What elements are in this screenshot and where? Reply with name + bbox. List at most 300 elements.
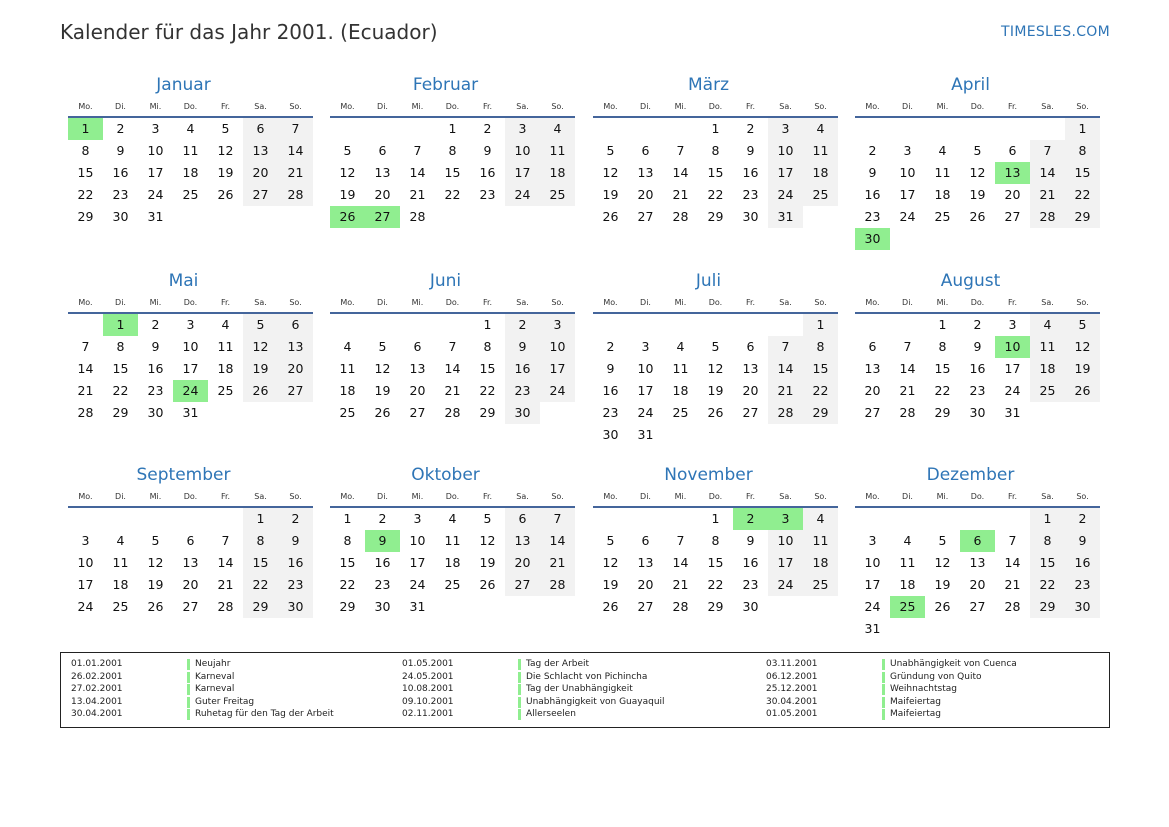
holiday-entry bbox=[766, 683, 1086, 696]
weekday-label: So. bbox=[551, 492, 564, 501]
day-cell: 19 bbox=[479, 555, 496, 570]
day-cell: 10 bbox=[637, 361, 654, 376]
day-cell: 21 bbox=[444, 383, 461, 398]
day-cell: 12 bbox=[339, 165, 356, 180]
day-cell: 4 bbox=[448, 511, 457, 526]
day-cell: 2 bbox=[151, 317, 160, 332]
month-name: Mai bbox=[168, 271, 199, 291]
day-cell: 19 bbox=[1065, 358, 1100, 380]
day-cell: 29 bbox=[339, 599, 356, 614]
day-cell: 10 bbox=[864, 555, 881, 570]
holiday-entry bbox=[71, 658, 391, 671]
day-cell: 5 bbox=[606, 143, 615, 158]
day-cell: 7 bbox=[903, 339, 912, 354]
weekday-label: Mi. bbox=[411, 298, 424, 307]
day-cell: 16 bbox=[112, 165, 129, 180]
day-cell: 10 bbox=[768, 140, 803, 162]
day-cell: 13 bbox=[864, 361, 881, 376]
weekday-label: Di. bbox=[902, 102, 913, 111]
day-cell: 27 bbox=[864, 405, 881, 420]
day-cell: 16 bbox=[147, 361, 164, 376]
day-cell: 21 bbox=[217, 577, 234, 592]
day-cell: 28 bbox=[77, 405, 94, 420]
day-cell: 17 bbox=[864, 577, 881, 592]
day-cell: 28 bbox=[899, 405, 916, 420]
day-cell: 8 bbox=[483, 339, 492, 354]
day-cell: 27 bbox=[409, 405, 426, 420]
day-cell: 7 bbox=[676, 143, 685, 158]
day-cell: 14 bbox=[1004, 555, 1021, 570]
day-cell: 21 bbox=[540, 552, 575, 574]
day-cell: 19 bbox=[374, 383, 391, 398]
day-cell: 19 bbox=[147, 577, 164, 592]
day-cell: 20 bbox=[637, 187, 654, 202]
day-cell: 21 bbox=[768, 380, 803, 402]
day-cell: 4 bbox=[803, 118, 838, 140]
weekday-label: Mo. bbox=[78, 492, 93, 501]
day-cell: 18 bbox=[339, 383, 356, 398]
weekday-label: Fr. bbox=[482, 102, 493, 111]
day-cell: 20 bbox=[243, 162, 278, 184]
day-cell: 9 bbox=[116, 143, 125, 158]
day-cell: 29 bbox=[803, 402, 838, 424]
day-cell: 14 bbox=[217, 555, 234, 570]
day-cell: 5 bbox=[1065, 314, 1100, 336]
weekday-label: Do. bbox=[445, 298, 460, 307]
day-cell: 29 bbox=[77, 209, 94, 224]
day-cell: 27 bbox=[969, 599, 986, 614]
day-cell: 24 bbox=[173, 380, 208, 402]
day-cell: 29 bbox=[1065, 206, 1100, 228]
day-cell: 15 bbox=[77, 165, 94, 180]
day-cell: 28 bbox=[1004, 599, 1021, 614]
day-cell: 10 bbox=[147, 143, 164, 158]
day-cell: 18 bbox=[217, 361, 234, 376]
holiday-entry bbox=[402, 658, 722, 671]
day-cell: 18 bbox=[899, 577, 916, 592]
weekday-label: Sa. bbox=[516, 492, 529, 501]
day-cell: 27 bbox=[637, 599, 654, 614]
day-cell: 8 bbox=[243, 530, 278, 552]
day-cell: 28 bbox=[1030, 206, 1065, 228]
day-cell: 13 bbox=[243, 140, 278, 162]
weekday-label: Fr. bbox=[1007, 492, 1018, 501]
holiday-date: 02.11.2001 bbox=[402, 709, 454, 719]
day-cell: 16 bbox=[969, 361, 986, 376]
weekday-header bbox=[330, 294, 575, 314]
day-cell: 22 bbox=[243, 574, 278, 596]
weekday-header bbox=[855, 294, 1100, 314]
day-cell: 9 bbox=[606, 361, 615, 376]
weekday-label: Mo. bbox=[603, 102, 618, 111]
day-cell: 9 bbox=[746, 143, 755, 158]
day-cell: 4 bbox=[343, 339, 352, 354]
weekday-label: Di. bbox=[640, 492, 651, 501]
day-cell: 6 bbox=[378, 143, 387, 158]
day-cell: 26 bbox=[602, 209, 619, 224]
day-cell: 20 bbox=[182, 577, 199, 592]
day-cell: 14 bbox=[77, 361, 94, 376]
day-cell: 31 bbox=[1004, 405, 1021, 420]
day-cell: 8 bbox=[448, 143, 457, 158]
day-cell: 3 bbox=[903, 143, 912, 158]
day-cell: 2 bbox=[505, 314, 540, 336]
holiday-entry bbox=[402, 708, 722, 721]
holiday-name: Ruhetag für den Tag der Arbeit bbox=[195, 709, 334, 719]
day-cell: 12 bbox=[479, 533, 496, 548]
day-cell: 1 bbox=[711, 511, 720, 526]
day-cell: 17 bbox=[637, 383, 654, 398]
day-cell: 31 bbox=[147, 209, 164, 224]
day-cell: 28 bbox=[278, 184, 313, 206]
day-cell: 2 bbox=[116, 121, 125, 136]
day-cell: 6 bbox=[868, 339, 877, 354]
month-11 bbox=[593, 463, 838, 640]
weekday-label: Sa. bbox=[1041, 102, 1054, 111]
day-cell: 4 bbox=[540, 118, 575, 140]
day-cell: 7 bbox=[540, 508, 575, 530]
day-cell: 17 bbox=[899, 187, 916, 202]
day-cell: 15 bbox=[339, 555, 356, 570]
day-cell: 22 bbox=[77, 187, 94, 202]
day-cell: 10 bbox=[409, 533, 426, 548]
day-cell: 16 bbox=[479, 165, 496, 180]
weekday-label: Di. bbox=[640, 102, 651, 111]
day-cell: 7 bbox=[278, 118, 313, 140]
day-cell: 30 bbox=[969, 405, 986, 420]
holiday-name: Allerseelen bbox=[526, 709, 576, 719]
day-grid bbox=[593, 314, 838, 446]
day-cell: 19 bbox=[339, 187, 356, 202]
holiday-column bbox=[71, 658, 391, 721]
day-cell: 16 bbox=[505, 358, 540, 380]
day-cell: 6 bbox=[641, 533, 650, 548]
day-cell: 13 bbox=[637, 555, 654, 570]
weekday-header bbox=[68, 294, 313, 314]
day-cell: 19 bbox=[707, 383, 724, 398]
brand-link[interactable]: TIMESLES.COM bbox=[1001, 24, 1110, 40]
day-cell: 11 bbox=[540, 140, 575, 162]
day-cell: 1 bbox=[803, 314, 838, 336]
day-cell: 10 bbox=[768, 530, 803, 552]
day-cell: 15 bbox=[1030, 552, 1065, 574]
day-cell: 11 bbox=[803, 140, 838, 162]
day-cell: 2 bbox=[733, 508, 768, 530]
holiday-marker bbox=[187, 709, 190, 720]
holiday-marker bbox=[187, 659, 190, 670]
day-cell: 27 bbox=[742, 405, 759, 420]
weekday-label: Mi. bbox=[674, 102, 687, 111]
day-cell: 15 bbox=[479, 361, 496, 376]
weekday-header bbox=[593, 488, 838, 508]
day-cell: 6 bbox=[243, 118, 278, 140]
day-cell: 13 bbox=[182, 555, 199, 570]
day-cell: 15 bbox=[112, 361, 129, 376]
holiday-name: Tag der Arbeit bbox=[526, 659, 590, 669]
day-cell: 17 bbox=[77, 577, 94, 592]
day-cell: 24 bbox=[409, 577, 426, 592]
day-grid bbox=[330, 118, 575, 250]
day-cell: 3 bbox=[768, 118, 803, 140]
holiday-marker bbox=[518, 709, 521, 720]
weekday-label: So. bbox=[551, 298, 564, 307]
day-cell: 13 bbox=[505, 530, 540, 552]
day-cell: 27 bbox=[637, 209, 654, 224]
day-cell: 14 bbox=[672, 165, 689, 180]
day-cell: 12 bbox=[934, 555, 951, 570]
day-cell: 23 bbox=[147, 383, 164, 398]
weekday-label: Sa. bbox=[779, 492, 792, 501]
day-cell: 11 bbox=[1030, 336, 1065, 358]
month-10 bbox=[330, 463, 575, 640]
day-cell: 29 bbox=[934, 405, 951, 420]
day-grid bbox=[330, 508, 575, 640]
holiday-name: Karneval bbox=[195, 684, 235, 694]
day-cell: 19 bbox=[217, 165, 234, 180]
day-cell: 1 bbox=[68, 118, 103, 140]
month-name: August bbox=[940, 271, 1001, 291]
day-cell: 16 bbox=[374, 555, 391, 570]
weekday-label: Fr. bbox=[220, 102, 231, 111]
day-cell: 23 bbox=[505, 380, 540, 402]
day-cell: 4 bbox=[1030, 314, 1065, 336]
day-cell: 12 bbox=[1065, 336, 1100, 358]
day-cell: 18 bbox=[803, 552, 838, 574]
holiday-name: Karneval bbox=[195, 671, 235, 682]
day-cell: 20 bbox=[278, 358, 313, 380]
holiday-name: Maifeiertag bbox=[890, 709, 941, 719]
day-cell: 7 bbox=[768, 336, 803, 358]
day-cell: 25 bbox=[444, 577, 461, 592]
day-cell: 25 bbox=[339, 405, 356, 420]
day-cell: 30 bbox=[147, 405, 164, 420]
day-cell: 14 bbox=[278, 140, 313, 162]
month-3 bbox=[593, 73, 838, 250]
day-cell: 15 bbox=[934, 361, 951, 376]
day-cell: 28 bbox=[768, 402, 803, 424]
weekday-label: Mi. bbox=[411, 492, 424, 501]
day-cell: 8 bbox=[116, 339, 125, 354]
day-cell: 21 bbox=[409, 187, 426, 202]
day-cell: 10 bbox=[182, 339, 199, 354]
day-cell: 24 bbox=[864, 599, 881, 614]
day-cell: 19 bbox=[602, 187, 619, 202]
weekday-label: So. bbox=[289, 492, 302, 501]
holiday-name: Unabhängigkeit von Cuenca bbox=[890, 659, 1017, 669]
day-cell: 20 bbox=[1004, 187, 1021, 202]
day-cell: 30 bbox=[1065, 596, 1100, 618]
day-cell: 18 bbox=[934, 187, 951, 202]
holiday-marker bbox=[518, 672, 521, 683]
day-grid bbox=[593, 508, 838, 640]
day-cell: 8 bbox=[711, 533, 720, 548]
day-cell: 13 bbox=[374, 165, 391, 180]
weekday-label: Sa. bbox=[516, 298, 529, 307]
day-cell: 11 bbox=[112, 555, 129, 570]
day-cell: 21 bbox=[77, 383, 94, 398]
day-cell: 20 bbox=[742, 383, 759, 398]
month-name: Juni bbox=[429, 271, 462, 291]
holiday-entry bbox=[402, 683, 722, 696]
day-cell: 6 bbox=[413, 339, 422, 354]
weekday-label: Mo. bbox=[603, 298, 618, 307]
day-cell: 14 bbox=[768, 358, 803, 380]
day-cell: 15 bbox=[444, 165, 461, 180]
day-cell: 21 bbox=[672, 187, 689, 202]
holiday-entry bbox=[71, 683, 391, 696]
holiday-date: 26.02.2001 bbox=[71, 671, 123, 682]
day-cell: 9 bbox=[483, 143, 492, 158]
day-cell: 29 bbox=[112, 405, 129, 420]
day-cell: 9 bbox=[868, 165, 877, 180]
day-cell: 27 bbox=[365, 206, 400, 228]
weekday-label: Do. bbox=[708, 492, 723, 501]
weekday-label: Sa. bbox=[779, 102, 792, 111]
day-cell: 26 bbox=[330, 206, 365, 228]
day-cell: 25 bbox=[890, 596, 925, 618]
day-cell: 20 bbox=[969, 577, 986, 592]
weekday-label: Mo. bbox=[78, 298, 93, 307]
weekday-label: So. bbox=[289, 298, 302, 307]
day-cell: 1 bbox=[448, 121, 457, 136]
day-cell: 13 bbox=[637, 165, 654, 180]
holiday-name: Maifeiertag bbox=[890, 696, 941, 707]
day-cell: 15 bbox=[707, 165, 724, 180]
day-cell: 2 bbox=[973, 317, 982, 332]
day-cell: 13 bbox=[278, 336, 313, 358]
day-cell: 10 bbox=[540, 336, 575, 358]
day-cell: 20 bbox=[637, 577, 654, 592]
day-cell: 14 bbox=[409, 165, 426, 180]
weekday-label: Mi. bbox=[149, 102, 162, 111]
weekday-label: Mo. bbox=[865, 492, 880, 501]
day-cell: 28 bbox=[444, 405, 461, 420]
day-cell: 5 bbox=[938, 533, 947, 548]
day-cell: 8 bbox=[938, 339, 947, 354]
day-cell: 28 bbox=[672, 599, 689, 614]
day-cell: 13 bbox=[742, 361, 759, 376]
day-cell: 5 bbox=[606, 533, 615, 548]
weekday-label: Do. bbox=[708, 298, 723, 307]
holiday-entry bbox=[766, 658, 1086, 671]
day-cell: 22 bbox=[803, 380, 838, 402]
day-cell: 4 bbox=[116, 533, 125, 548]
weekday-header bbox=[330, 488, 575, 508]
day-cell: 24 bbox=[505, 184, 540, 206]
holiday-name: Weihnachtstag bbox=[890, 684, 957, 694]
holiday-date: 09.10.2001 bbox=[402, 696, 454, 707]
day-cell: 7 bbox=[448, 339, 457, 354]
day-cell: 29 bbox=[243, 596, 278, 618]
holiday-name: Guter Freitag bbox=[195, 696, 255, 707]
day-cell: 18 bbox=[182, 165, 199, 180]
day-cell: 10 bbox=[995, 336, 1030, 358]
day-cell: 16 bbox=[864, 187, 881, 202]
day-cell: 26 bbox=[147, 599, 164, 614]
day-cell: 23 bbox=[864, 209, 881, 224]
day-cell: 6 bbox=[960, 530, 995, 552]
day-cell: 8 bbox=[1030, 530, 1065, 552]
day-cell: 8 bbox=[1065, 140, 1100, 162]
day-cell: 26 bbox=[243, 380, 278, 402]
holiday-date: 06.12.2001 bbox=[766, 671, 818, 682]
day-cell: 14 bbox=[672, 555, 689, 570]
day-cell: 2 bbox=[278, 508, 313, 530]
holiday-name: Gründung von Quito bbox=[890, 671, 982, 682]
day-cell: 21 bbox=[899, 383, 916, 398]
day-cell: 5 bbox=[973, 143, 982, 158]
weekday-label: Fr. bbox=[745, 298, 756, 307]
weekday-label: Fr. bbox=[220, 492, 231, 501]
holiday-date: 10.08.2001 bbox=[402, 684, 454, 694]
day-cell: 18 bbox=[540, 162, 575, 184]
day-cell: 5 bbox=[483, 511, 492, 526]
day-cell: 24 bbox=[147, 187, 164, 202]
holiday-marker bbox=[187, 684, 190, 695]
weekday-label: So. bbox=[814, 102, 827, 111]
day-cell: 26 bbox=[707, 405, 724, 420]
day-cell: 6 bbox=[746, 339, 755, 354]
day-cell: 5 bbox=[243, 314, 278, 336]
month-name: Oktober bbox=[411, 465, 480, 485]
holiday-date: 01.01.2001 bbox=[71, 659, 123, 669]
day-cell: 4 bbox=[903, 533, 912, 548]
weekday-label: Do. bbox=[970, 492, 985, 501]
holiday-marker bbox=[518, 684, 521, 695]
day-cell: 3 bbox=[540, 314, 575, 336]
holiday-marker bbox=[187, 672, 190, 683]
month-name: Dezember bbox=[926, 465, 1015, 485]
holiday-marker bbox=[882, 684, 885, 695]
day-cell: 30 bbox=[602, 427, 619, 442]
day-cell: 19 bbox=[243, 358, 278, 380]
weekday-label: Mi. bbox=[936, 492, 949, 501]
day-grid bbox=[855, 508, 1100, 640]
holiday-entry bbox=[71, 696, 391, 709]
day-cell: 7 bbox=[1030, 140, 1065, 162]
day-cell: 4 bbox=[676, 339, 685, 354]
day-cell: 14 bbox=[444, 361, 461, 376]
day-cell: 17 bbox=[147, 165, 164, 180]
day-cell: 3 bbox=[413, 511, 422, 526]
day-cell: 28 bbox=[540, 574, 575, 596]
day-cell: 17 bbox=[768, 552, 803, 574]
weekday-label: So. bbox=[814, 298, 827, 307]
day-cell: 6 bbox=[1008, 143, 1017, 158]
weekday-label: Fr. bbox=[745, 492, 756, 501]
month-5 bbox=[68, 269, 313, 446]
weekday-label: Mi. bbox=[936, 298, 949, 307]
day-cell: 16 bbox=[1065, 552, 1100, 574]
day-cell: 9 bbox=[973, 339, 982, 354]
day-cell: 13 bbox=[409, 361, 426, 376]
month-name: April bbox=[951, 75, 990, 95]
day-cell: 20 bbox=[864, 383, 881, 398]
day-cell: 25 bbox=[803, 184, 838, 206]
weekday-label: Fr. bbox=[745, 102, 756, 111]
day-cell: 20 bbox=[374, 187, 391, 202]
day-cell: 14 bbox=[1030, 162, 1065, 184]
holiday-date: 30.04.2001 bbox=[766, 696, 818, 707]
weekday-label: Di. bbox=[640, 298, 651, 307]
day-cell: 25 bbox=[934, 209, 951, 224]
day-cell: 15 bbox=[243, 552, 278, 574]
day-cell: 12 bbox=[374, 361, 391, 376]
day-cell: 25 bbox=[182, 187, 199, 202]
day-cell: 3 bbox=[768, 508, 803, 530]
day-cell: 14 bbox=[899, 361, 916, 376]
day-cell: 15 bbox=[1065, 162, 1100, 184]
